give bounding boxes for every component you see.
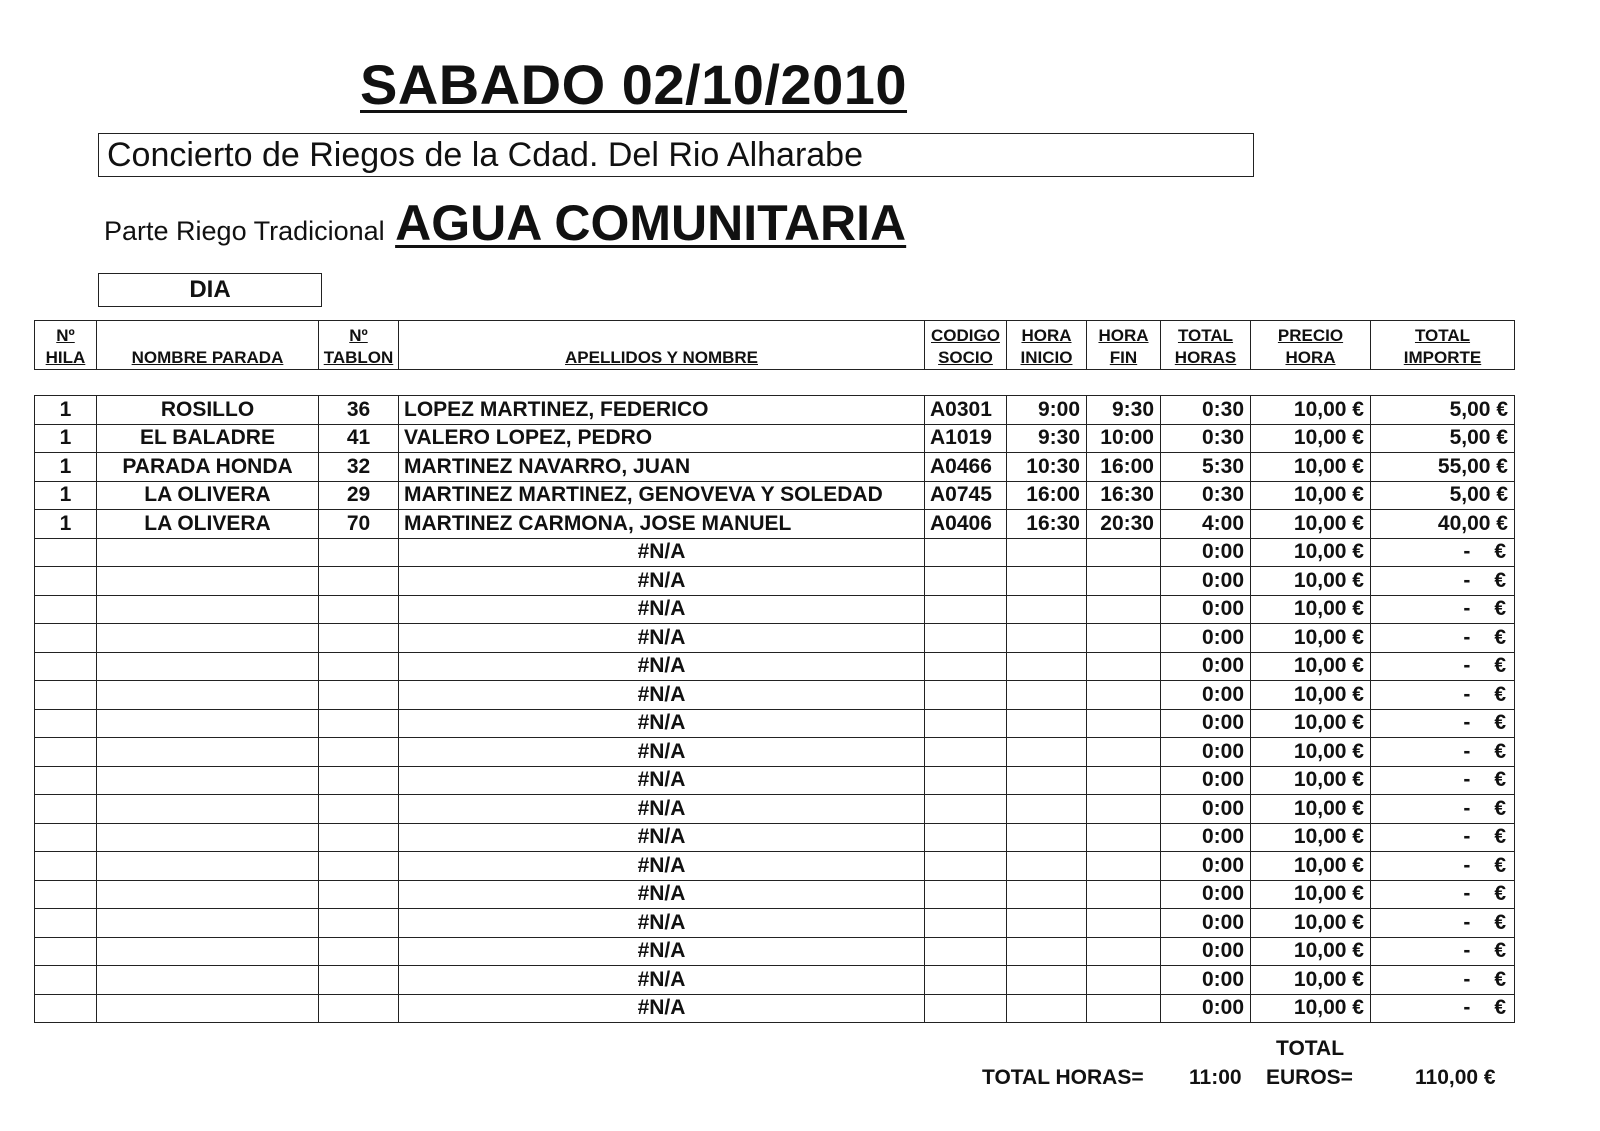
cell-inicio xyxy=(1007,538,1087,567)
cell-hila xyxy=(35,709,97,738)
cell-precio: 10,00 € xyxy=(1251,766,1371,795)
cell-horas: 0:00 xyxy=(1161,880,1251,909)
cell-nombre: #N/A xyxy=(399,681,925,710)
importe-euro: € xyxy=(1494,568,1506,592)
cell-parada: LA OLIVERA xyxy=(97,481,319,510)
cell-precio: 10,00 € xyxy=(1251,994,1371,1023)
cell-parada xyxy=(97,994,319,1023)
cell-inicio: 16:30 xyxy=(1007,510,1087,539)
importe-dash: - xyxy=(1463,739,1471,763)
cell-horas: 0:00 xyxy=(1161,966,1251,995)
cell-fin xyxy=(1087,795,1161,824)
cell-nombre: #N/A xyxy=(399,766,925,795)
header-inicio: HORA INICIO xyxy=(1007,321,1087,370)
cell-fin: 16:00 xyxy=(1087,453,1161,482)
table-row xyxy=(35,681,1515,710)
cell-tablon xyxy=(319,709,399,738)
cell-precio: 10,00 € xyxy=(1251,481,1371,510)
cell-nombre: #N/A xyxy=(399,909,925,938)
cell-horas: 0:00 xyxy=(1161,652,1251,681)
importe-dash: - xyxy=(1463,625,1471,649)
cell-nombre: #N/A xyxy=(399,852,925,881)
cell-inicio xyxy=(1007,681,1087,710)
importe-dash: - xyxy=(1463,796,1471,820)
cell-fin xyxy=(1087,595,1161,624)
cell-importe xyxy=(1371,624,1515,653)
cell-horas: 0:00 xyxy=(1161,795,1251,824)
importe-euro: € xyxy=(1494,682,1506,706)
cell-tablon xyxy=(319,766,399,795)
importe-euro: € xyxy=(1494,625,1506,649)
cell-tablon: 70 xyxy=(319,510,399,539)
table-row xyxy=(35,538,1515,567)
importe-dash: - xyxy=(1463,853,1471,877)
cell-inicio xyxy=(1007,624,1087,653)
cell-parada xyxy=(97,709,319,738)
cell-nombre: #N/A xyxy=(399,624,925,653)
cell-horas: 0:00 xyxy=(1161,738,1251,767)
cell-importe: 5,00 € xyxy=(1371,424,1515,453)
cell-horas: 0:00 xyxy=(1161,937,1251,966)
cell-parada xyxy=(97,567,319,596)
cell-tablon xyxy=(319,795,399,824)
cell-precio: 10,00 € xyxy=(1251,510,1371,539)
cell-horas: 0:00 xyxy=(1161,624,1251,653)
cell-hila xyxy=(35,652,97,681)
cell-inicio: 9:30 xyxy=(1007,424,1087,453)
cell-codigo: A1019 xyxy=(925,424,1007,453)
importe-dash: - xyxy=(1463,967,1471,991)
cell-parada xyxy=(97,595,319,624)
cell-codigo: A0745 xyxy=(925,481,1007,510)
table-row xyxy=(35,823,1515,852)
cell-codigo xyxy=(925,624,1007,653)
cell-nombre: #N/A xyxy=(399,795,925,824)
cell-hila xyxy=(35,880,97,909)
cell-importe xyxy=(1371,567,1515,596)
header-nombre: APELLIDOS Y NOMBRE xyxy=(399,321,925,370)
cell-importe: 55,00 € xyxy=(1371,453,1515,482)
importe-dash: - xyxy=(1463,825,1471,849)
cell-precio: 10,00 € xyxy=(1251,937,1371,966)
cell-importe xyxy=(1371,652,1515,681)
cell-importe: 40,00 € xyxy=(1371,510,1515,539)
cell-codigo: A0466 xyxy=(925,453,1007,482)
table-row xyxy=(35,795,1515,824)
cell-inicio xyxy=(1007,766,1087,795)
importe-dash: - xyxy=(1463,682,1471,706)
cell-codigo xyxy=(925,937,1007,966)
parte-label: Parte Riego Tradicional xyxy=(104,216,385,246)
cell-hila xyxy=(35,681,97,710)
parte-heading xyxy=(104,194,906,252)
cell-horas: 0:00 xyxy=(1161,766,1251,795)
cell-horas: 5:30 xyxy=(1161,453,1251,482)
cell-parada: LA OLIVERA xyxy=(97,510,319,539)
importe-euro: € xyxy=(1494,910,1506,934)
cell-horas: 0:00 xyxy=(1161,567,1251,596)
importe-euro: € xyxy=(1494,825,1506,849)
cell-horas: 0:00 xyxy=(1161,909,1251,938)
table-row xyxy=(35,481,1515,510)
cell-codigo xyxy=(925,681,1007,710)
importe-euro: € xyxy=(1494,882,1506,906)
cell-inicio: 16:00 xyxy=(1007,481,1087,510)
cell-hila xyxy=(35,937,97,966)
cell-inicio xyxy=(1007,823,1087,852)
cell-precio: 10,00 € xyxy=(1251,624,1371,653)
table-row xyxy=(35,966,1515,995)
cell-hila: 1 xyxy=(35,510,97,539)
cell-precio: 10,00 € xyxy=(1251,795,1371,824)
cell-codigo xyxy=(925,595,1007,624)
cell-parada xyxy=(97,624,319,653)
cell-precio: 10,00 € xyxy=(1251,652,1371,681)
cell-importe: 5,00 € xyxy=(1371,481,1515,510)
cell-codigo xyxy=(925,795,1007,824)
cell-horas: 0:00 xyxy=(1161,709,1251,738)
importe-euro: € xyxy=(1494,853,1506,877)
cell-codigo xyxy=(925,966,1007,995)
importe-euro: € xyxy=(1494,796,1506,820)
cell-importe xyxy=(1371,937,1515,966)
cell-hila xyxy=(35,538,97,567)
importe-dash: - xyxy=(1463,939,1471,963)
importe-euro: € xyxy=(1494,711,1506,735)
table-row xyxy=(35,595,1515,624)
cell-horas: 0:30 xyxy=(1161,481,1251,510)
page-title: SABADO 02/10/2010 xyxy=(360,53,908,116)
cell-horas: 0:00 xyxy=(1161,595,1251,624)
cell-tablon xyxy=(319,823,399,852)
cell-hila: 1 xyxy=(35,396,97,425)
table-row xyxy=(35,880,1515,909)
total-euros-label-1: TOTAL xyxy=(1276,1037,1345,1060)
cell-nombre: VALERO LOPEZ, PEDRO xyxy=(399,424,925,453)
table-row xyxy=(35,453,1515,482)
riego-table xyxy=(34,395,1515,1023)
table-row xyxy=(35,766,1515,795)
cell-codigo xyxy=(925,823,1007,852)
table-row xyxy=(35,937,1515,966)
importe-dash: - xyxy=(1463,568,1471,592)
table-row xyxy=(35,909,1515,938)
table-row xyxy=(35,709,1515,738)
table-row xyxy=(35,652,1515,681)
cell-importe xyxy=(1371,766,1515,795)
cell-tablon xyxy=(319,567,399,596)
cell-tablon xyxy=(319,738,399,767)
table-row xyxy=(35,424,1515,453)
cell-inicio: 10:30 xyxy=(1007,453,1087,482)
header-parada: NOMBRE PARADA xyxy=(97,321,319,370)
cell-importe xyxy=(1371,994,1515,1023)
importe-dash: - xyxy=(1463,711,1471,735)
header-horas: TOTAL HORAS xyxy=(1161,321,1251,370)
cell-importe xyxy=(1371,823,1515,852)
cell-parada xyxy=(97,880,319,909)
cell-horas: 0:00 xyxy=(1161,823,1251,852)
cell-parada xyxy=(97,852,319,881)
cell-nombre: #N/A xyxy=(399,966,925,995)
cell-hila xyxy=(35,823,97,852)
cell-fin xyxy=(1087,937,1161,966)
cell-fin: 10:00 xyxy=(1087,424,1161,453)
cell-importe xyxy=(1371,738,1515,767)
cell-horas: 0:00 xyxy=(1161,681,1251,710)
cell-parada xyxy=(97,823,319,852)
cell-fin xyxy=(1087,738,1161,767)
cell-fin xyxy=(1087,652,1161,681)
cell-fin xyxy=(1087,909,1161,938)
cell-hila xyxy=(35,738,97,767)
cell-nombre: #N/A xyxy=(399,738,925,767)
cell-tablon: 29 xyxy=(319,481,399,510)
cell-codigo xyxy=(925,567,1007,596)
table-row xyxy=(35,510,1515,539)
cell-nombre: MARTINEZ CARMONA, JOSE MANUEL xyxy=(399,510,925,539)
importe-dash: - xyxy=(1463,540,1471,564)
cell-precio: 10,00 € xyxy=(1251,966,1371,995)
importe-dash: - xyxy=(1463,996,1471,1020)
cell-parada xyxy=(97,681,319,710)
cell-fin xyxy=(1087,880,1161,909)
cell-parada xyxy=(97,966,319,995)
cell-horas: 4:00 xyxy=(1161,510,1251,539)
cell-inicio xyxy=(1007,966,1087,995)
table-row xyxy=(35,852,1515,881)
cell-parada xyxy=(97,738,319,767)
cell-codigo: A0406 xyxy=(925,510,1007,539)
cell-hila xyxy=(35,909,97,938)
cell-inicio xyxy=(1007,852,1087,881)
cell-tablon: 41 xyxy=(319,424,399,453)
header-table xyxy=(34,320,1515,370)
header-fin: HORA FIN xyxy=(1087,321,1161,370)
cell-fin xyxy=(1087,766,1161,795)
cell-importe xyxy=(1371,966,1515,995)
cell-importe xyxy=(1371,538,1515,567)
importe-euro: € xyxy=(1494,967,1506,991)
cell-fin: 16:30 xyxy=(1087,481,1161,510)
cell-inicio xyxy=(1007,738,1087,767)
cell-nombre: MARTINEZ NAVARRO, JUAN xyxy=(399,453,925,482)
cell-horas: 0:00 xyxy=(1161,994,1251,1023)
cell-hila xyxy=(35,795,97,824)
cell-inicio xyxy=(1007,652,1087,681)
cell-importe: 5,00 € xyxy=(1371,396,1515,425)
cell-tablon xyxy=(319,966,399,995)
importe-euro: € xyxy=(1494,939,1506,963)
table-row xyxy=(35,396,1515,425)
cell-codigo xyxy=(925,994,1007,1023)
cell-precio: 10,00 € xyxy=(1251,681,1371,710)
cell-hila xyxy=(35,852,97,881)
cell-nombre: #N/A xyxy=(399,880,925,909)
cell-tablon: 32 xyxy=(319,453,399,482)
cell-codigo xyxy=(925,880,1007,909)
cell-codigo xyxy=(925,766,1007,795)
cell-fin: 20:30 xyxy=(1087,510,1161,539)
cell-precio: 10,00 € xyxy=(1251,538,1371,567)
cell-nombre: #N/A xyxy=(399,538,925,567)
cell-parada xyxy=(97,909,319,938)
cell-fin xyxy=(1087,624,1161,653)
cell-importe xyxy=(1371,909,1515,938)
header-tablon: Nº TABLON xyxy=(319,321,399,370)
importe-euro: € xyxy=(1494,739,1506,763)
cell-inicio xyxy=(1007,595,1087,624)
cell-inicio xyxy=(1007,880,1087,909)
cell-nombre: #N/A xyxy=(399,937,925,966)
header-codigo: CODIGO SOCIO xyxy=(925,321,1007,370)
cell-horas: 0:00 xyxy=(1161,852,1251,881)
cell-fin xyxy=(1087,852,1161,881)
cell-parada xyxy=(97,795,319,824)
total-euros-value: 110,00 € xyxy=(1415,1066,1496,1089)
cell-tablon xyxy=(319,681,399,710)
cell-fin xyxy=(1087,709,1161,738)
cell-codigo xyxy=(925,652,1007,681)
cell-parada xyxy=(97,766,319,795)
cell-inicio: 9:00 xyxy=(1007,396,1087,425)
cell-codigo xyxy=(925,909,1007,938)
table-row xyxy=(35,624,1515,653)
subtitle-box: Concierto de Riegos de la Cdad. Del Rio Alharabe xyxy=(98,133,1254,177)
cell-parada xyxy=(97,538,319,567)
cell-fin xyxy=(1087,823,1161,852)
header-importe: TOTAL IMPORTE xyxy=(1371,321,1515,370)
header-hila: Nº HILA xyxy=(35,321,97,370)
cell-parada xyxy=(97,937,319,966)
cell-inicio xyxy=(1007,909,1087,938)
cell-hila xyxy=(35,624,97,653)
cell-hila xyxy=(35,567,97,596)
importe-euro: € xyxy=(1494,654,1506,678)
importe-euro: € xyxy=(1494,996,1506,1020)
cell-tablon: 36 xyxy=(319,396,399,425)
cell-fin xyxy=(1087,994,1161,1023)
cell-precio: 10,00 € xyxy=(1251,880,1371,909)
total-horas-label: TOTAL HORAS= xyxy=(982,1066,1144,1089)
cell-codigo: A0301 xyxy=(925,396,1007,425)
importe-euro: € xyxy=(1494,540,1506,564)
cell-tablon xyxy=(319,538,399,567)
cell-precio: 10,00 € xyxy=(1251,453,1371,482)
cell-horas: 0:30 xyxy=(1161,424,1251,453)
cell-importe xyxy=(1371,595,1515,624)
cell-nombre: #N/A xyxy=(399,709,925,738)
cell-importe xyxy=(1371,852,1515,881)
cell-tablon xyxy=(319,909,399,938)
total-horas-value: 11:00 xyxy=(1189,1066,1242,1089)
cell-codigo xyxy=(925,738,1007,767)
cell-precio: 10,00 € xyxy=(1251,823,1371,852)
cell-fin xyxy=(1087,538,1161,567)
importe-dash: - xyxy=(1463,654,1471,678)
cell-inicio xyxy=(1007,937,1087,966)
importe-euro: € xyxy=(1494,768,1506,792)
cell-hila xyxy=(35,766,97,795)
cell-nombre: LOPEZ MARTINEZ, FEDERICO xyxy=(399,396,925,425)
cell-nombre: MARTINEZ MARTINEZ, GENOVEVA Y SOLEDAD xyxy=(399,481,925,510)
table-row xyxy=(35,567,1515,596)
cell-parada: PARADA HONDA xyxy=(97,453,319,482)
cell-codigo xyxy=(925,538,1007,567)
cell-hila: 1 xyxy=(35,481,97,510)
cell-precio: 10,00 € xyxy=(1251,567,1371,596)
cell-codigo xyxy=(925,852,1007,881)
cell-parada xyxy=(97,652,319,681)
importe-dash: - xyxy=(1463,910,1471,934)
parte-title: AGUA COMUNITARIA xyxy=(395,195,907,251)
cell-inicio xyxy=(1007,795,1087,824)
importe-dash: - xyxy=(1463,882,1471,906)
cell-fin xyxy=(1087,966,1161,995)
cell-parada: ROSILLO xyxy=(97,396,319,425)
table-row xyxy=(35,994,1515,1023)
cell-hila: 1 xyxy=(35,453,97,482)
cell-inicio xyxy=(1007,567,1087,596)
cell-nombre: #N/A xyxy=(399,595,925,624)
cell-fin xyxy=(1087,567,1161,596)
cell-nombre: #N/A xyxy=(399,823,925,852)
importe-euro: € xyxy=(1494,597,1506,621)
cell-horas: 0:30 xyxy=(1161,396,1251,425)
cell-precio: 10,00 € xyxy=(1251,424,1371,453)
importe-dash: - xyxy=(1463,768,1471,792)
cell-precio: 10,00 € xyxy=(1251,738,1371,767)
cell-inicio xyxy=(1007,994,1087,1023)
cell-fin xyxy=(1087,681,1161,710)
cell-codigo xyxy=(925,709,1007,738)
cell-nombre: #N/A xyxy=(399,567,925,596)
cell-precio: 10,00 € xyxy=(1251,909,1371,938)
cell-hila xyxy=(35,595,97,624)
cell-precio: 10,00 € xyxy=(1251,709,1371,738)
cell-tablon xyxy=(319,994,399,1023)
cell-precio: 10,00 € xyxy=(1251,852,1371,881)
cell-parada: EL BALADRE xyxy=(97,424,319,453)
cell-inicio xyxy=(1007,709,1087,738)
cell-importe xyxy=(1371,709,1515,738)
cell-tablon xyxy=(319,652,399,681)
cell-horas: 0:00 xyxy=(1161,538,1251,567)
cell-tablon xyxy=(319,852,399,881)
cell-importe xyxy=(1371,795,1515,824)
cell-nombre: #N/A xyxy=(399,994,925,1023)
cell-precio: 10,00 € xyxy=(1251,396,1371,425)
cell-hila: 1 xyxy=(35,424,97,453)
cell-fin: 9:30 xyxy=(1087,396,1161,425)
cell-tablon xyxy=(319,624,399,653)
cell-hila xyxy=(35,966,97,995)
cell-tablon xyxy=(319,595,399,624)
total-euros-label-2: EUROS= xyxy=(1266,1066,1353,1089)
header-precio: PRECIO HORA xyxy=(1251,321,1371,370)
table-row xyxy=(35,738,1515,767)
cell-precio: 10,00 € xyxy=(1251,595,1371,624)
cell-nombre: #N/A xyxy=(399,652,925,681)
cell-importe xyxy=(1371,880,1515,909)
cell-hila xyxy=(35,994,97,1023)
importe-dash: - xyxy=(1463,597,1471,621)
cell-importe xyxy=(1371,681,1515,710)
dia-box: DIA xyxy=(98,273,322,307)
cell-tablon xyxy=(319,880,399,909)
cell-tablon xyxy=(319,937,399,966)
